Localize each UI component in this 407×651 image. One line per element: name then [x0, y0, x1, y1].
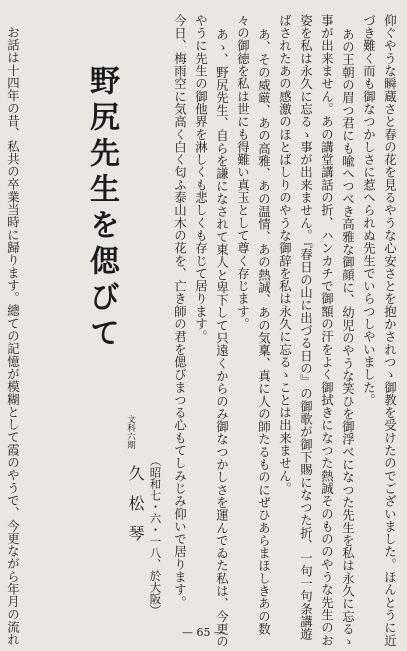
- dateline: （昭和七・六・一八、於大阪）: [148, 455, 163, 616]
- text-column: お話は十四年の昔、私共の卒業当時に歸ります。總ての記憶が模糊として霞のやうで、今更ながら年月の流れ: [5, 26, 21, 646]
- text-column: あゝ、野尻先生、自らを謙になされて東人と卑下して只遠くからのみ御なつかしさを運んでゐた私は、今更の: [214, 28, 230, 648]
- text-column: づき難く而も御なつかしさに惹へられぬ先生でいらつしやいました。: [361, 14, 377, 407]
- text-column: やうに先生の御他界を淋しくも悲しくも存じて居ります。: [193, 14, 209, 343]
- text-column: あの王朝の眉つ君にも喩へつべき高雅な御顔に、幼児のやうな笑ひを御浮べになつた先生を私は永久に忘るゝ: [340, 28, 356, 648]
- author-department: 文科六期: [125, 415, 136, 449]
- author-name: 久松琴: [126, 465, 145, 555]
- text-column: 事が出来ません。あの講堂講話の折、ハンカチで御額の汗をよく御拭きになつた熱誠そのもののやうな先生のお: [319, 14, 335, 647]
- text-column: 姿を私は永久に忘るゝ事が出来ません。『春日の山に出づる日の』の御歌が御下賜になつた折、一句一句条講遊: [298, 14, 314, 641]
- article-title: 野尻先生を偲びて: [84, 65, 119, 353]
- text-column: 々の御徳を私は世にも得難い真玉として尊く存じます。: [235, 14, 251, 331]
- text-column: 今日、梅雨空に気高く白く匂ふ泰山木の花を、亡き師の君を偲びまつる心もてしみじみ仰いで居ります。: [172, 14, 188, 609]
- text-column: 仰ぐやうな瞬蔵さと春の花を見るやうな心安さとを抱かされつゝ御教を受けたのでございました。ほんとうに近: [382, 14, 398, 647]
- page-number: — 65 —: [182, 626, 225, 639]
- text-column: ばされたあの感激のほとばしりのやうな御辞を私は永久に忘るゝことは出来ません。: [277, 14, 293, 495]
- text-column: あ、その威厳、あの高雅、あの温情、あの熱誠、あの気稟、真に人の師たるものにぜひあらまほしきあの数: [256, 28, 272, 636]
